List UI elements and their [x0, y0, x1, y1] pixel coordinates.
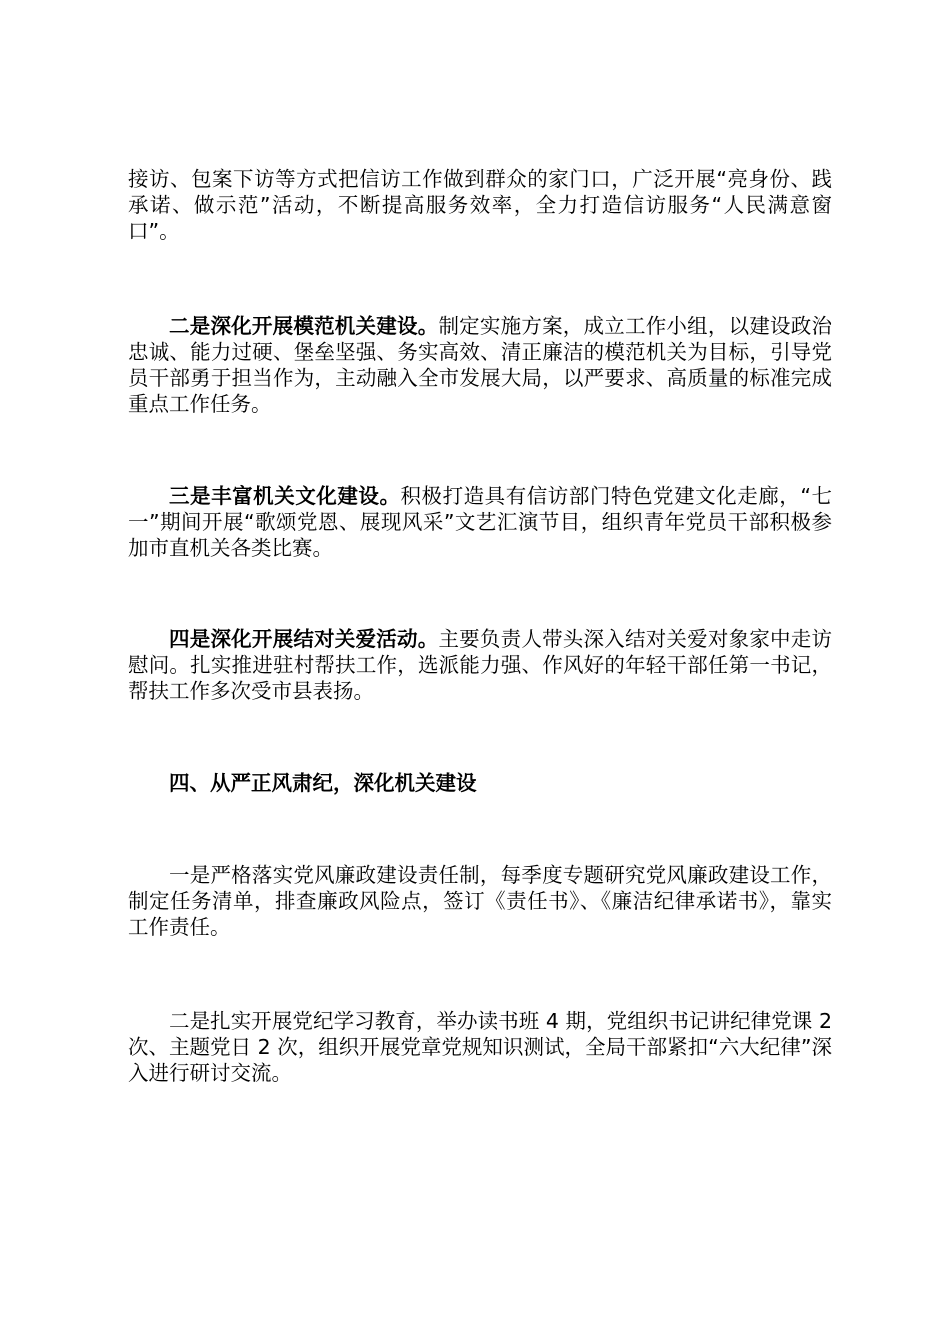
paragraph-lead: 二是深化开展模范机关建设。	[169, 314, 439, 338]
paragraph-body: 制定实施方案，成立工作小组，以建设政治忠诚、能力过硬、堡垒坚强、务实高效、清正廉洁的模范机关为目标，引导党员干部勇于担当作为，主动融入全市发展大局，以严要求、高质量的标准完成重点工作任务。	[128, 314, 833, 416]
paragraph-continuation	[128, 166, 832, 244]
paragraph-model-organ	[128, 313, 832, 417]
paragraph-culture	[128, 483, 832, 561]
paragraph-body: 二是扎实开展党纪学习教育，举办读书班 4 期，党组织书记讲纪律党课 2 次、主题党日 2 次，组织开展党章党规知识测试，全局干部紧扣“六大纪律”深入进行研讨交流。	[128, 1009, 832, 1085]
paragraph-body: 接访、包案下访等方式把信访工作做到群众的家门口，广泛开展“亮身份、践承诺、做示范”活动，不断提高服务效率，全力打造信访服务“人民满意窗口”。	[128, 167, 832, 243]
paragraph-integrity	[128, 862, 832, 940]
paragraph-care-activity	[128, 626, 832, 704]
paragraph-lead: 三是丰富机关文化建设。	[169, 484, 401, 508]
section-heading: 四、从严正风肃纪，深化机关建设	[169, 771, 477, 795]
paragraph-body: 一是严格落实党风廉政建设责任制，每季度专题研究党风廉政建设工作，制定任务清单，排查廉政风险点，签订《责任书》、《廉洁纪律承诺书》，靠实工作责任。	[128, 863, 832, 939]
paragraph-body: 积极打造具有信访部门特色党建文化走廊，“七一”期间开展“歌颂党恩、展现风采”文艺汇演节目，组织青年党员干部积极参加市直机关各类比赛。	[128, 484, 833, 560]
paragraph-body: 主要负责人带头深入结对关爱对象家中走访慰问。扎实推进驻村帮扶工作，选派能力强、作风好的年轻干部任第一书记，帮扶工作多次受市县表扬。	[128, 627, 833, 703]
paragraph-lead: 四是深化开展结对关爱活动。	[169, 627, 439, 651]
paragraph-discipline-study	[128, 1008, 832, 1086]
